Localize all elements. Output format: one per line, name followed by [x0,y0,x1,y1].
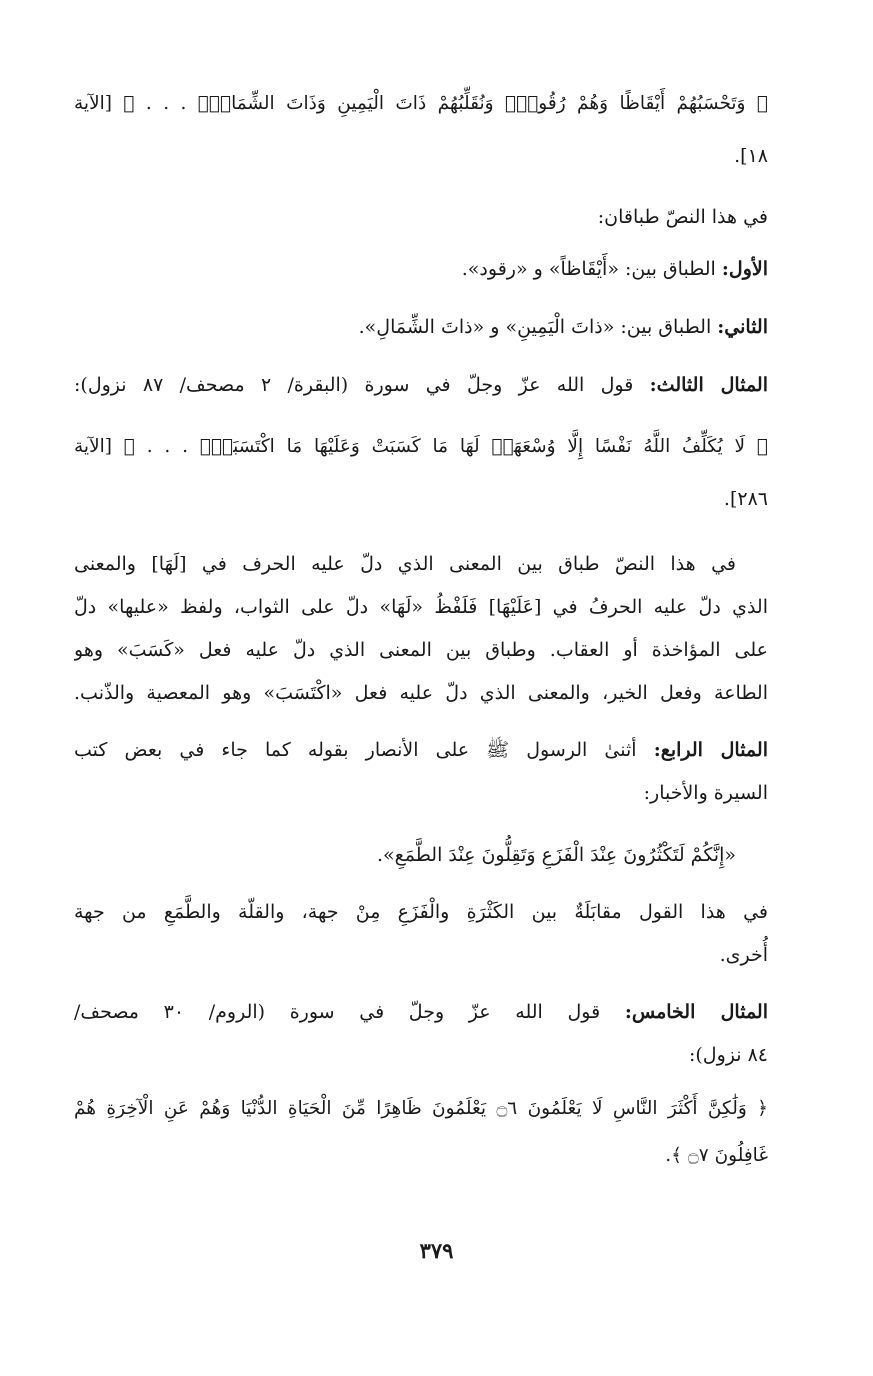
example-fourth-label: المثال الرابع: [653,739,768,761]
item-second-label: الثاني: [717,316,768,338]
page-number: ٣٧٩ [419,1238,454,1263]
verse-line: غَافِلُونَ ۝٧ ﴾. [665,1145,768,1166]
example-fifth [74,991,768,1077]
item-first-label: الأول: [721,258,768,280]
paragraph-line: السيرة والأخبار: [643,782,768,804]
example-third-line [74,359,768,411]
intro-text: في هذا النصّ طباقان: [597,206,768,228]
quran-verse-kahf [74,78,768,130]
paragraph-line: الذي دلّ عليه الحرفُ في [عَلَيْهَا] فَلَفْظُ «لَهَا» دلّ على الثواب، ولفظ «عليها» دلّ [74,596,768,618]
item-second-text: الطباق بين: «ذاتَ الْيَمِينِ» و «ذاتَ الشِّمَالِ». [358,316,718,338]
item-first-line [74,243,768,295]
paragraph-line: ٨٤ نزول): [688,1044,768,1066]
verse-reference [74,130,768,185]
example-third-heading [74,359,768,411]
example-fourth [74,729,768,815]
verse-reference [74,473,768,525]
example-fifth-text: قول الله عزّ وجلّ في سورة (الروم/ ٣٠ مصحف/ [74,1001,625,1023]
verse-reference-text: ٢٨٦]. [723,488,768,510]
example-fifth-label: المثال الخامس: [624,1001,768,1023]
paragraph-line: أُخرى. [719,944,768,966]
example-third-label: المثال الثالث: [649,374,768,396]
paragraph-line: في هذا القول مقابَلَةٌ بين الكَثْرَةِ والْفَزَعِ مِنْ جهة، والقلّة والطَّمَعِ من جهة [74,901,768,923]
verse-reference-text: ١٨]. [734,145,768,167]
quran-verse-baqarah [74,421,768,473]
example-fourth-line [74,729,768,772]
hadith-quote [74,829,768,881]
paragraph-line: في هذا النصّ طباق بين المعنى الذي دلّ عليه الحرف في [لَهَا] والمعنى [74,553,736,575]
example-fifth-line [74,991,768,1034]
example-third-text: قول الله عزّ وجلّ في سورة (البقرة/ ٢ مصحف/ ٨٧ نزول): [74,374,650,396]
item-second [74,301,768,353]
paragraph-hadith-analysis [74,891,768,977]
paragraph-baqarah-analysis [74,543,768,715]
item-first-text: الطباق بين: «أَيْقَاظاً» و «رقود». [461,258,722,280]
verse-line: ﴿ لَا يُكَلِّفُ اللَّهُ نَفْسًا إِلَّا وُسْعَهَاۚ لَهَا مَا كَسَبَتْ وَعَلَيْهَا مَا اكْتَسَبَتْۗ . . . ﴾ [الآية [74,436,768,457]
verse-line: ﴿ وَلَٰكِنَّ أَكْثَرَ النَّاسِ لَا يَعْلَمُونَ ۝٦ يَعْلَمُونَ ظَاهِرًا مِّنَ الْحَيَاةِ الدُّنْيَا وَهُمْ عَنِ الْآخِرَةِ هُمْ [74,1098,768,1119]
item-second-line [74,301,768,353]
quran-verse-rum [74,1085,768,1179]
hadith-text: «إِنَّكُمْ لَتَكْثُرُونَ عِنْدَ الْفَزَعِ وَتَقِلُّونَ عِنْدَ الطَّمَعِ». [376,844,736,866]
paragraph-intro [74,191,768,243]
page-body [74,78,768,1179]
paragraph-line: على المؤاخذة أو العقاب. وطباق بين المعنى الذي دلّ عليه فعل «كَسَبَ» وهو [74,639,768,661]
paragraph-line: الطاعة وفعل الخير، والمعنى الذي دلّ عليه فعل «اكْتَسَبَ» وهو المعصية والذّنب. [74,682,768,704]
example-fourth-text: أثنىٰ الرسول ﷺ على الأنصار بقوله كما جاء في بعض كتب [74,739,654,761]
verse-line: ﴿ وَتَحْسَبُهُمْ أَيْقَاظًا وَهُمْ رُقُودٌۚ وَنُقَلِّبُهُمْ ذَاتَ الْيَمِينِ وَذَاتَ الشِّمَالِۖ . . . ﴾ [الآية [74,93,768,114]
item-first [74,243,768,295]
